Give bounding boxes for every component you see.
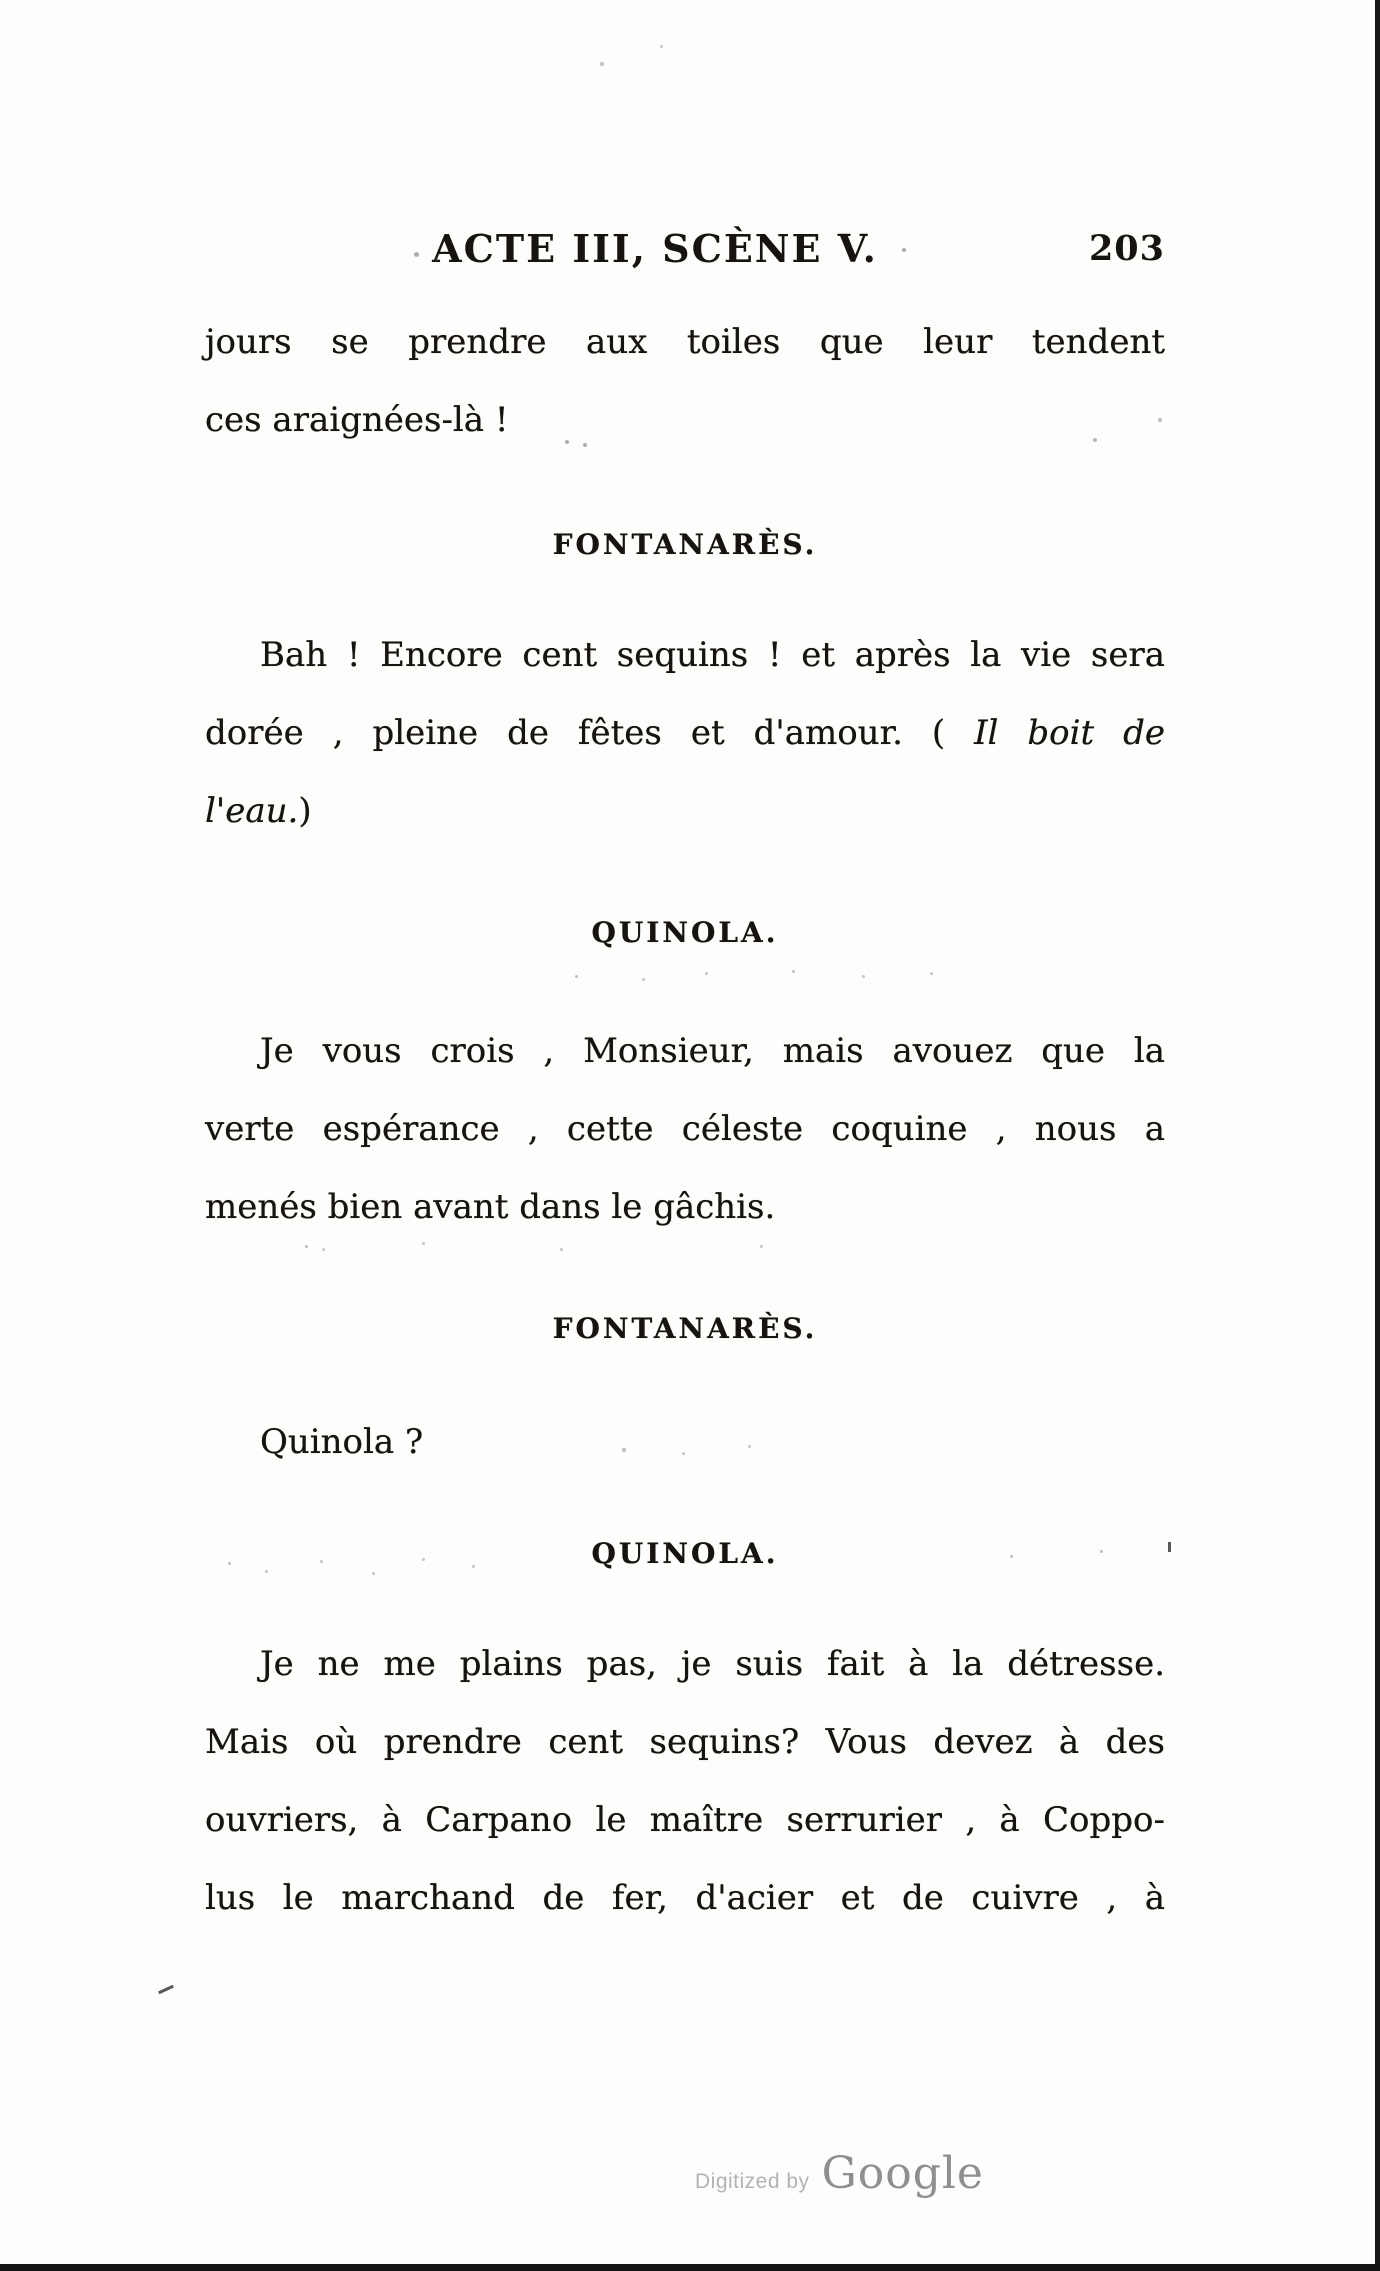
fontanares-dialogue-2 [205, 1403, 1165, 1481]
scan-speck [372, 1572, 375, 1575]
text-line: ouvriers, à Carpano le maître serrurier , à Coppo- [205, 1800, 1165, 1840]
scan-speck [414, 252, 419, 257]
scan-speck [760, 1245, 763, 1248]
scan-speck [472, 1565, 475, 1568]
scan-speck [565, 440, 569, 444]
google-logo: Google [821, 2148, 984, 2199]
scan-speck [862, 975, 865, 978]
scan-speck [1010, 1555, 1013, 1558]
scan-speck [902, 248, 906, 252]
text-line: jours se prendre aux toiles que leur tendent [205, 322, 1165, 362]
speaker-fontanares-1: FONTANARÈS. [552, 528, 818, 561]
digitized-by-text: Digitized by [695, 2170, 810, 2193]
scan-speck [705, 972, 708, 975]
scan-speck [583, 443, 587, 447]
scan-speck [1158, 418, 1162, 422]
scan-speck [560, 1248, 563, 1251]
quinola-dialogue-2 [205, 1625, 1165, 1937]
fontanares-dialogue-1 [205, 616, 1165, 850]
text-line: Quinola ? [260, 1422, 424, 1462]
scan-speck [660, 45, 663, 48]
scan-speck [422, 1242, 425, 1245]
scan-speck [1093, 438, 1097, 442]
paragraph-continuation [205, 303, 1165, 459]
scan-speck [1100, 1550, 1103, 1553]
scan-speck [642, 978, 645, 981]
scan-speck [682, 1452, 685, 1455]
text-line: verte espérance , cette céleste coquine , nous a [205, 1109, 1165, 1149]
text-line: lus le marchand de fer, d'acier et de cuivre , à [205, 1878, 1165, 1918]
text-segment: ) [298, 791, 312, 831]
scan-speck [322, 1248, 325, 1251]
scan-mark [1168, 1542, 1171, 1552]
text-line [205, 694, 1165, 772]
scan-edge-right [1375, 0, 1380, 2271]
header-title: ACTE III, SCÈNE V. [432, 226, 878, 271]
text-line: ces araignées-là ! [205, 400, 509, 440]
stage-direction-italic: l'eau. [205, 791, 299, 831]
text-segment: dorée , pleine de fêtes et d'amour. ( [205, 713, 946, 753]
text-line: Bah ! Encore cent sequins ! et après la vie sera [260, 635, 1165, 675]
text-line: menés bien avant dans le gâchis. [205, 1187, 776, 1227]
stage-direction-italic: Il boit de [974, 713, 1166, 753]
scan-speck [575, 975, 578, 978]
scan-speck [320, 1560, 323, 1563]
scan-speck [792, 970, 795, 973]
speaker-fontanares-2: FONTANARÈS. [552, 1312, 818, 1345]
scan-speck [265, 1570, 268, 1573]
text-line: Mais où prendre cent sequins? Vous devez à des [205, 1722, 1165, 1762]
digitized-by-google-watermark [695, 2148, 984, 2199]
text-line: Je ne me plains pas, je suis fait à la détresse. [260, 1644, 1165, 1684]
speaker-quinola-2: QUINOLA. [591, 1537, 779, 1570]
scan-edge-bottom [0, 2264, 1380, 2271]
page-header [205, 226, 1165, 278]
scan-speck [622, 1448, 626, 1452]
text-line [205, 772, 1165, 850]
scan-speck [228, 1562, 231, 1565]
text-line: Je vous crois , Monsieur, mais avouez que la [260, 1031, 1165, 1071]
page-number: 203 [1088, 228, 1165, 269]
scan-speck [930, 972, 933, 975]
scan-speck [748, 1445, 751, 1448]
scan-speck [600, 62, 604, 66]
scan-speck [434, 257, 438, 261]
scan-speck [422, 1558, 425, 1561]
speaker-quinola-1: QUINOLA. [591, 916, 779, 949]
scan-speck [305, 1245, 308, 1248]
quinola-dialogue-1 [205, 1012, 1165, 1246]
scan-mark [158, 1985, 174, 1994]
